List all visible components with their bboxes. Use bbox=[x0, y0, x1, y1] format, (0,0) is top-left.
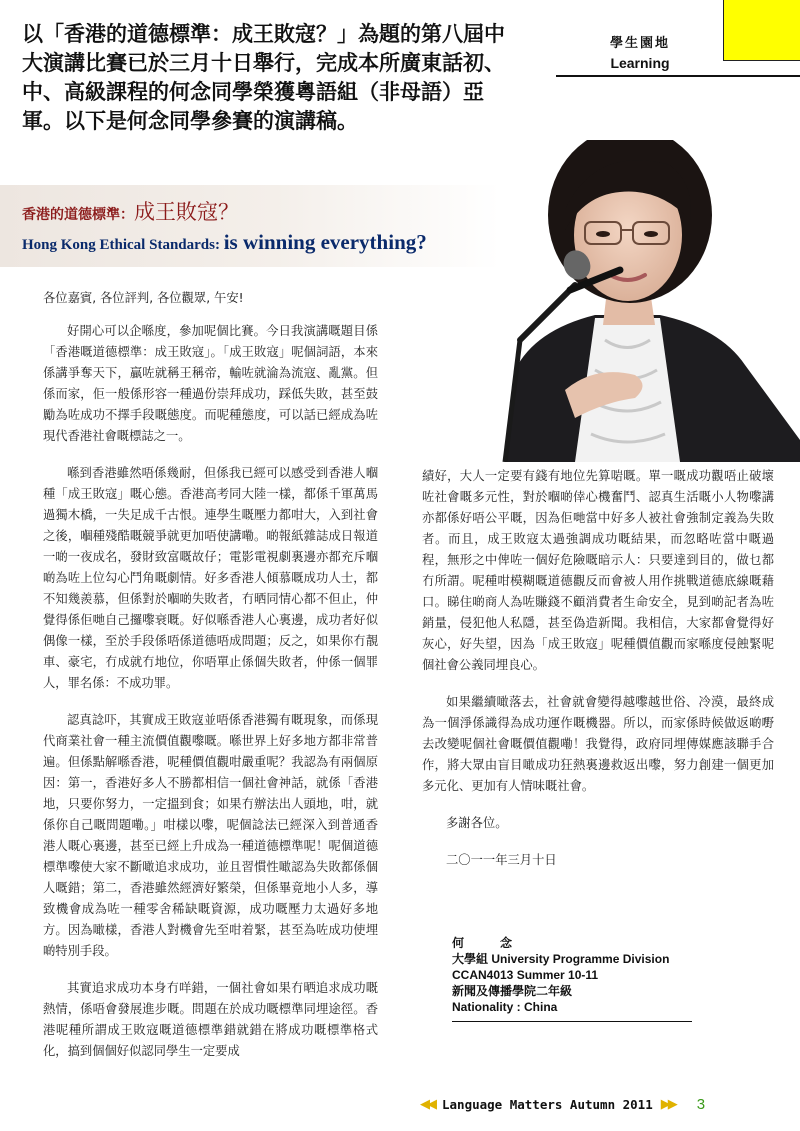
intro-paragraph: 以「香港的道德標準：成王敗寇？」為題的第八屆中大演講比賽已於三月十日舉行，完成本所廣東話初、中、高級課程的何念同學榮獲粵語組（非母語）亞軍。以下是何念同學參賽的演講稿。 bbox=[22, 22, 505, 133]
author-name: 何 念 bbox=[452, 936, 525, 950]
speech-column-right bbox=[422, 466, 774, 887]
author-signature bbox=[452, 935, 692, 1015]
article-title-zh bbox=[22, 196, 239, 226]
speech-paragraph: 認真諗吓，其實成王敗寇並唔係香港獨有嘅現象，而係現代商業社會一種主流價值觀嚟嘅。喺世界上好多地方都非常普遍。但係點解喺香港，呢種價值觀咁嚴重呢？我認為有兩個原因：第一，香港好多人不勝都相信一個社會神話，就係「香港地，只要你努力，一定搵到食；如果冇辦法出人頭地，咁，就係你自己嘅問題嘞。」咁樣以嚟，呢個諗法已經深入到普通香港人嘅心裏邊，甚至已經上升成為一種道德標準呢！呢個道德標準嚟使大家不斷噉追求成功，並且習慣性噉認為失敗都係個人嘅錯；第二，香港雖然經濟好繁榮，但係畢竟地小人多，導致機會成為咗一種零舍稀缺嘅資源，成功嘅壓力太過好多地方。因為噉樣，香港人對機會先至咁着緊，甚至為咗成功使埋啲特別手段。 bbox=[43, 713, 378, 958]
title-en-prefix: Hong Kong Ethical Standards: bbox=[22, 237, 224, 253]
title-zh-prefix: 香港的道德標準： bbox=[22, 207, 134, 223]
author-nationality: Nationality : China bbox=[452, 1000, 558, 1014]
signature-divider bbox=[452, 1021, 692, 1022]
next-arrows-icon: ▶▶ bbox=[660, 1096, 675, 1112]
author-course: CCAN4013 Summer 10-11 bbox=[452, 968, 599, 982]
speech-greeting: 各位嘉賓, 各位評判, 各位觀眾, 午安! bbox=[43, 291, 244, 305]
speech-closing: 多謝各位。 bbox=[446, 816, 508, 830]
speech-paragraph: 績好，大人一定要有錢有地位先算啱嘅。單一嘅成功觀唔止破壞咗社會嘅多元性，對於嗰啲倖心機奮鬥、認真生活嘅小人物嚟講亦都係好唔公平嘅，因為佢哋當中好多人被社會強制定義為失敗者。而且，成王敗寇太過強調成功嘅結果，而忽略咗當中嘅過程，無形之中俾咗一個好危險嘅暗示人：只要達到目的，做乜都冇所謂。呢種咁模糊嘅道德觀反而會被人用作挑戰道德底線嘅藉口。睇住啲商人為咗賺錢不顧消費者生命安全，見到啲記者為咗銷量，侵犯他人私隱，甚至偽造新聞。我相信，大家都會覺得好灰心，好失望，因為「成王敗寇」呢種價值觀而家喺度侵蝕緊呢個社會公義同埋良心。 bbox=[422, 469, 774, 672]
author-faculty: 新聞及傳播學院二年級 bbox=[452, 984, 573, 998]
section-label-zh: 學生園地 bbox=[609, 36, 670, 51]
section-divider bbox=[556, 75, 800, 77]
author-division bbox=[452, 951, 692, 967]
speech-paragraph: 如果繼續噉落去，社會就會變得越嚟越世俗、冷漠，最終成為一個淨係識得為成功運作嘅機器。所以，而家係時候做返啲嘢去改變呢個社會嘅價值觀嘞！我覺得，政府同埋傳媒應該聯手合作，將大眾由盲目噉成功狂熱裏邊救返出嚟，努力創建一個更加多元化、更加有人情味嘅社會。 bbox=[422, 695, 774, 793]
page-footer bbox=[420, 1093, 705, 1115]
speech-paragraph: 好開心可以企喺度，參加呢個比賽。今日我演講嘅題目係「香港嘅道德標準：成王敗寇」。「成王敗寇」呢個詞語，本來係講爭奪天下，贏咗就稱王稱帝，輸咗就淪為流寇、亂黨。但係而家，佢一般係形容一種過份崇拜成功，踩低失敗，甚至鼓勵為咗成功不擇手段嘅態度。而呢種態度，可以話已經成為咗現代香港社會嘅標誌之一。 bbox=[43, 324, 378, 443]
section-color-tab bbox=[723, 0, 800, 61]
speech-paragraph: 喺到香港雖然唔係幾耐，但係我已經可以感受到香港人嗰種「成王敗寇」嘅心態。香港高考同大陸一樣，都係千軍萬馬過獨木橋，一失足成千古恨。連學生嘅壓力都咁大，入到社會之後，嗰種殘酷嘅競爭就更加唔使講嘞。啲報紙雜誌成日報道一啲一夜成名，發財致富嘅故仔；電影電視劇裏邊亦都充斥嗰啲為咗上位勾心鬥角嘅劇情。好多香港人傾慕嘅成功人士，都不知幾羨慕，但係對於嗰啲失敗者，冇晒同情心都不但止，仲覺得係佢哋自己攞嚟衰嘅。好似喺香港人心裏邊，成功者好似偶像一樣，至於手段係唔係道德唔成問題；反之，如果你冇靚車、豪宅，冇成就冇地位，你唔單止係個失敗者，仲係一個罪人，罪名係：不成功罪。 bbox=[43, 466, 378, 690]
article-title-en bbox=[22, 230, 427, 255]
prev-arrows-icon: ◀◀ bbox=[420, 1096, 434, 1112]
title-en-main: is winning everything? bbox=[223, 230, 427, 254]
author-division-en: University Programme Division bbox=[488, 952, 670, 966]
title-zh-main: 成王敗寇？ bbox=[134, 200, 239, 224]
speaker-photo bbox=[445, 140, 800, 462]
page-number: 3 bbox=[696, 1095, 706, 1113]
speech-column-left bbox=[43, 288, 378, 1078]
section-label-en: Learning bbox=[610, 55, 670, 71]
speech-date: 二〇一一年三月十日 bbox=[446, 853, 557, 867]
footer-title: Language Matters Autumn 2011 bbox=[442, 1096, 653, 1112]
speech-paragraph: 其實追求成功本身冇咩錯，一個社會如果冇晒追求成功嘅熱情，係唔會發展進步嘅。問題在於成功嘅標準同埋途徑。香港呢種所謂成王敗寇嘅道德標準錯就錯在將成功嘅標準格式化，搞到個個好似認同學生一定要成 bbox=[43, 981, 378, 1058]
author-division-zh: 大學組 bbox=[452, 952, 489, 966]
